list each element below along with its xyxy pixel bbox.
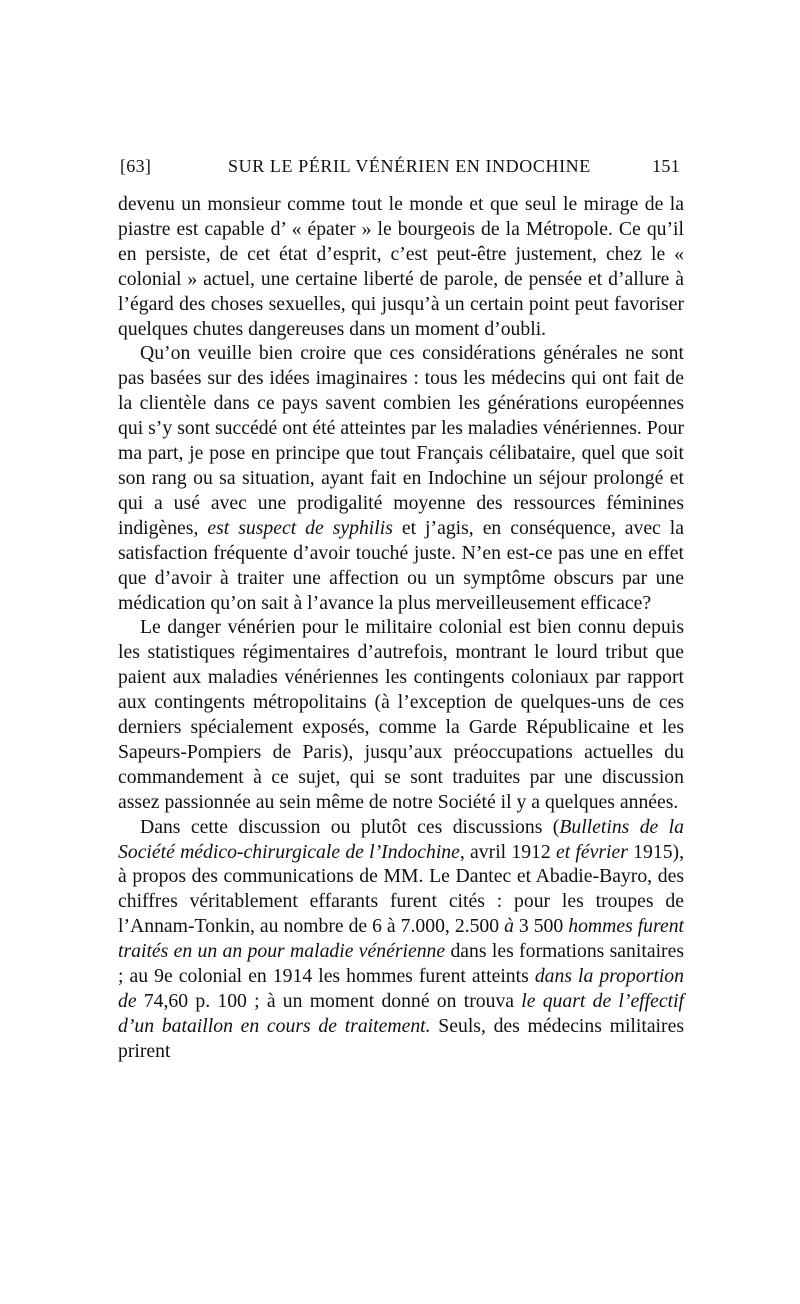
italic-run: à [504, 915, 514, 938]
text-run: devenu un monsieur comme tout le monde et que seul le mirage de la piastre est capable d’ « épater » le bourgeois de la Métropole. Ce qu’il en persiste, de cet état d’esprit, c’est peut-être justement, chez le « colonial » actuel, une certaine liberté de parole, de pensée et d’allure à l’égard des choses sexuelles, qui jusqu’à un certain point peut favoriser quelques chutes dangereuses dans un moment d’oubli. [118, 193, 684, 340]
paragraph [118, 192, 684, 341]
text-run: Dans cette discussion ou plutôt ces discussions ( [140, 815, 560, 838]
text-run: et j’agis, en conséquence, avec la satisfaction fréquente d’avoir touché juste. N’en est-ce pas une en effet que d’avoir à traiter une affection ou un symptôme obscurs par une médication qu’on sait à l’avance la plus merveilleusement efficace? [118, 516, 684, 614]
running-header [120, 156, 680, 180]
italic-run: hommes furent traités en un an pour maladie vénérienne [118, 915, 685, 963]
italic-run: Bulletins de la Société médico-chirurgicale de l’Indochine [118, 815, 684, 863]
paragraph [118, 341, 684, 615]
text-run: 1915), à propos des communications de MM. Le Dantec et Abadie-Bayro, des chiffres véritablement effarants furent cités : pour les troupes de l’Annam-Tonkin, au nombre de 6 à 7.000, 2.500 [118, 840, 685, 938]
text-run: dans les formations sanitaires ; au 9e colonial en 1914 les hommes furent atteints [118, 940, 684, 988]
text-run: , avril 1912 [459, 840, 556, 863]
italic-run: le quart de l’effectif d’un bataillon en cours de traitement. [118, 990, 685, 1037]
text-run: 74,60 p. 100 ; à un moment donné on trouva [136, 990, 522, 1012]
paragraph [118, 815, 684, 1064]
body-text [118, 192, 684, 1064]
page-number: 151 [652, 156, 680, 176]
page-reference: [63] [120, 156, 152, 176]
text-run: Seuls, des médecins militaires prirent [118, 1014, 684, 1062]
italic-run: est suspect de syphilis [207, 516, 393, 539]
text-run: 3 500 [513, 915, 569, 938]
italic-run: et février [555, 840, 628, 863]
italic-run: dans la proportion de [118, 965, 684, 1012]
text-run: Qu’on veuille bien croire que ces considérations générales ne sont pas basées sur des idées imaginaires : tous les médecins qui ont fait de la clientèle dans ce pays savent combien les générations européennes qui s’y sont succédé ont été atteintes par les maladies vénériennes. Pour ma part, je pose en principe que tout Français célibataire, quel que soit son rang ou sa situation, ayant fait en Indochine un séjour prolongé et qui a usé avec une prodigalité moyenne des ressources féminines indigènes, [118, 342, 684, 539]
running-title: SUR LE PÉRIL VÉNÉRIEN EN INDOCHINE [228, 156, 591, 176]
text-run: Le danger vénérien pour le militaire colonial est bien connu depuis les statistiques régimentaires d’autrefois, montrant le lourd tribut que paient aux maladies vénériennes les contingents coloniaux par rapport aux contingents métropolitains (à l’exception de quelques-uns de ces derniers spécialement exposés, comme la Garde Républicaine et les Sapeurs-Pompiers de Paris), jusqu’aux préoccupations actuelles du commandement à ce sujet, qui se sont traduites par une discussion assez passionnée au sein même de notre Société il y a quelques années. [118, 616, 684, 813]
paragraph [118, 615, 684, 814]
